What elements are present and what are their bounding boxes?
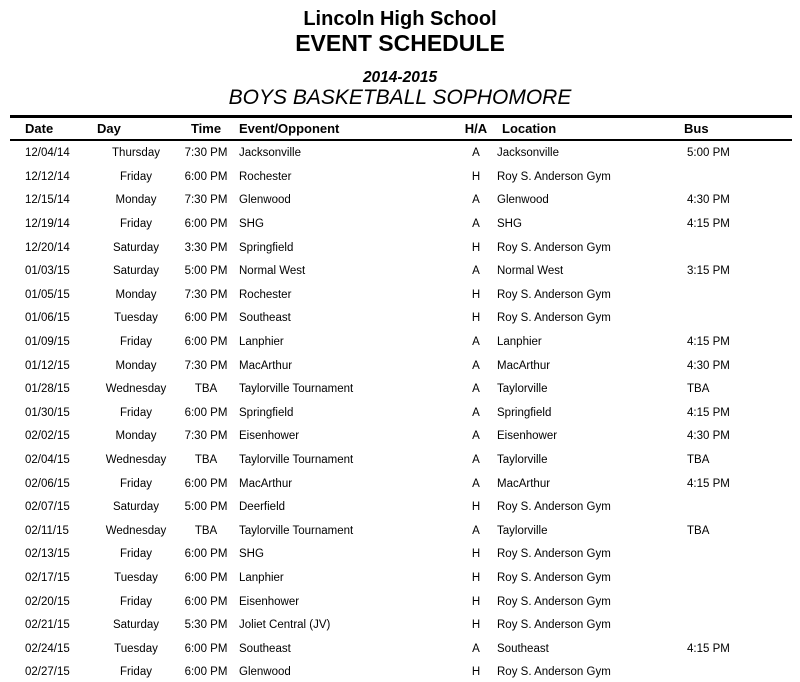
school-name: Lincoln High School: [303, 8, 497, 30]
cell-location: Roy S. Anderson Gym: [497, 501, 611, 514]
cell-event: Lanphier: [239, 571, 284, 584]
cell-date: 02/06/15: [25, 477, 70, 490]
cell-location: MacArthur: [497, 359, 551, 372]
cell-date: 12/15/14: [25, 194, 70, 207]
cell-ha: H: [471, 288, 481, 301]
column-header-event: Event/Opponent: [237, 117, 457, 141]
document-title: EVENT SCHEDULE: [295, 30, 505, 56]
cell-day: Monday: [115, 430, 157, 443]
cell-ha: A: [472, 642, 480, 655]
cell-location: Taylorville: [497, 383, 548, 396]
cell-location: Roy S. Anderson Gym: [497, 288, 611, 301]
cell-bus: 4:30 PM: [687, 359, 730, 372]
cell-bus: [682, 283, 792, 307]
cell-ha: H: [471, 619, 481, 632]
season-label: 2014-2015: [362, 69, 438, 87]
cell-event: Joliet Central (JV): [239, 619, 331, 632]
cell-bus: [682, 543, 792, 567]
cell-ha: A: [472, 265, 480, 278]
cell-time: 5:00 PM: [184, 265, 228, 278]
cell-ha: A: [472, 406, 480, 419]
schedule-table-body: [10, 140, 792, 682]
cell-day: Monday: [115, 359, 157, 372]
column-header-location: Location: [495, 117, 682, 141]
cell-date: 01/03/15: [25, 265, 70, 278]
cell-bus: 5:00 PM: [687, 147, 730, 160]
cell-event: Rochester: [239, 288, 292, 301]
cell-bus: [682, 495, 792, 519]
column-header-day: Day: [97, 117, 175, 141]
table-row: [10, 283, 792, 307]
team-label: BOYS BASKETBALL SOPHOMORE: [228, 86, 572, 110]
cell-event: Normal West: [239, 265, 306, 278]
cell-date: 02/02/15: [25, 430, 70, 443]
cell-location: Taylorville: [497, 524, 548, 537]
cell-date: 02/17/15: [25, 571, 70, 584]
table-row: [10, 354, 792, 378]
cell-bus: 4:30 PM: [687, 430, 730, 443]
cell-day: Thursday: [112, 147, 160, 160]
cell-bus: 4:15 PM: [687, 218, 730, 231]
cell-ha: A: [472, 336, 480, 349]
table-row: [10, 425, 792, 449]
cell-bus: TBA: [687, 524, 710, 537]
cell-bus: [682, 236, 792, 260]
cell-event: Taylorville Tournament: [239, 383, 354, 396]
cell-time: 6:00 PM: [184, 571, 228, 584]
cell-location: Roy S. Anderson Gym: [497, 241, 611, 254]
column-header-date: Date: [10, 117, 97, 141]
cell-location: Normal West: [497, 265, 564, 278]
cell-date: 02/07/15: [25, 501, 70, 514]
cell-ha: H: [471, 501, 481, 514]
cell-bus: [682, 165, 792, 189]
cell-location: Roy S. Anderson Gym: [497, 312, 611, 325]
cell-bus: [682, 566, 792, 590]
cell-location: Glenwood: [497, 194, 549, 207]
table-header-row: [10, 117, 792, 141]
cell-event: Deerfield: [239, 501, 286, 514]
cell-event: Southeast: [239, 312, 291, 325]
cell-time: 7:30 PM: [184, 359, 228, 372]
cell-day: Saturday: [112, 619, 160, 632]
table-row: [10, 377, 792, 401]
cell-event: Springfield: [239, 406, 294, 419]
column-header-time: Time: [175, 117, 237, 141]
cell-day: Friday: [120, 477, 152, 490]
cell-ha: A: [472, 524, 480, 537]
table-row: [10, 259, 792, 283]
cell-bus: [682, 590, 792, 614]
cell-event: Eisenhower: [239, 430, 300, 443]
cell-date: 02/13/15: [25, 548, 70, 561]
cell-time: 7:30 PM: [184, 288, 228, 301]
cell-time: 6:00 PM: [184, 312, 228, 325]
cell-location: Springfield: [497, 406, 552, 419]
cell-time: 7:30 PM: [184, 430, 228, 443]
cell-day: Wednesday: [105, 454, 167, 466]
cell-ha: H: [471, 312, 481, 325]
cell-day: Tuesday: [114, 312, 158, 325]
cell-location: Eisenhower: [497, 430, 558, 443]
cell-bus: 4:15 PM: [687, 642, 730, 655]
cell-bus: 4:15 PM: [687, 336, 730, 349]
table-row: [10, 472, 792, 496]
cell-bus: 4:15 PM: [687, 477, 730, 490]
cell-day: Saturday: [112, 241, 160, 254]
cell-time: 6:00 PM: [184, 406, 228, 419]
cell-day: Friday: [120, 666, 152, 679]
cell-time: 6:00 PM: [184, 477, 228, 490]
cell-ha: H: [471, 548, 481, 561]
cell-date: 12/04/14: [25, 147, 70, 160]
cell-ha: A: [472, 194, 480, 207]
cell-day: Friday: [120, 595, 152, 608]
cell-location: Roy S. Anderson Gym: [497, 170, 611, 183]
cell-day: Wednesday: [105, 383, 167, 396]
cell-date: 02/11/15: [25, 524, 69, 537]
cell-bus: 4:30 PM: [687, 194, 730, 207]
cell-day: Saturday: [112, 501, 160, 514]
cell-date: 01/30/15: [25, 406, 70, 419]
cell-date: 12/19/14: [25, 218, 70, 231]
cell-date: 02/21/15: [25, 619, 70, 632]
cell-date: 12/20/14: [25, 241, 70, 254]
cell-date: 02/20/15: [25, 595, 70, 608]
cell-day: Friday: [120, 336, 152, 349]
cell-time: 6:00 PM: [184, 170, 228, 183]
cell-location: Roy S. Anderson Gym: [497, 595, 611, 608]
cell-bus: TBA: [687, 454, 710, 466]
cell-event: Eisenhower: [239, 595, 300, 608]
table-row: [10, 236, 792, 260]
table-row: [10, 165, 792, 189]
document-header: [0, 0, 800, 110]
cell-day: Tuesday: [114, 571, 158, 584]
cell-location: Southeast: [497, 642, 549, 655]
table-row: [10, 543, 792, 567]
cell-ha: H: [471, 571, 481, 584]
cell-ha: A: [472, 218, 480, 231]
cell-event: Glenwood: [239, 194, 291, 207]
cell-ha: A: [472, 430, 480, 443]
cell-time: 3:30 PM: [184, 241, 228, 254]
cell-bus: [682, 307, 792, 331]
cell-day: Friday: [120, 218, 152, 231]
cell-event: Lanphier: [239, 336, 284, 349]
cell-event: Taylorville Tournament: [239, 454, 354, 466]
table-row: [10, 495, 792, 519]
cell-ha: H: [471, 666, 481, 679]
cell-time: 6:00 PM: [184, 336, 228, 349]
table-row: [10, 566, 792, 590]
cell-time: 5:00 PM: [184, 501, 228, 514]
cell-time: 6:00 PM: [184, 218, 228, 231]
cell-location: Taylorville: [497, 454, 548, 466]
cell-ha: A: [472, 477, 480, 490]
cell-event: Southeast: [239, 642, 291, 655]
cell-day: Saturday: [112, 265, 160, 278]
column-header-bus: Bus: [682, 117, 792, 141]
cell-location: Lanphier: [497, 336, 542, 349]
cell-bus: 4:15 PM: [687, 406, 730, 419]
cell-day: Wednesday: [105, 524, 167, 537]
cell-event: Springfield: [239, 241, 294, 254]
column-header-ha: H/A: [457, 117, 495, 141]
cell-location: Jacksonville: [497, 147, 559, 160]
table-row: [10, 613, 792, 637]
table-row: [10, 330, 792, 354]
cell-day: Friday: [120, 548, 152, 561]
table-row: [10, 637, 792, 661]
cell-day: Friday: [120, 406, 152, 419]
cell-time: 6:00 PM: [184, 548, 228, 561]
table-row: [10, 590, 792, 614]
cell-event: MacArthur: [239, 477, 293, 490]
cell-ha: H: [471, 170, 481, 183]
cell-bus: TBA: [687, 383, 710, 396]
cell-day: Monday: [115, 288, 157, 301]
cell-ha: A: [472, 383, 480, 396]
cell-location: Roy S. Anderson Gym: [497, 548, 611, 561]
cell-bus: [682, 661, 792, 682]
cell-time: TBA: [194, 383, 218, 396]
cell-day: Monday: [115, 194, 157, 207]
cell-location: Roy S. Anderson Gym: [497, 571, 611, 584]
cell-location: Roy S. Anderson Gym: [497, 666, 611, 679]
cell-ha: A: [472, 147, 480, 160]
table-row: [10, 661, 792, 682]
cell-event: SHG: [239, 548, 264, 561]
table-row: [10, 401, 792, 425]
cell-ha: A: [472, 454, 480, 466]
cell-bus: [682, 613, 792, 637]
table-row: [10, 448, 792, 472]
cell-ha: H: [471, 241, 481, 254]
cell-event: SHG: [239, 218, 264, 231]
cell-event: Taylorville Tournament: [239, 524, 354, 537]
cell-date: 01/28/15: [25, 383, 70, 396]
cell-event: Glenwood: [239, 666, 291, 679]
cell-location: MacArthur: [497, 477, 551, 490]
cell-location: SHG: [497, 218, 522, 231]
cell-bus: 3:15 PM: [687, 265, 730, 278]
cell-day: Tuesday: [114, 642, 158, 655]
cell-time: 6:00 PM: [184, 666, 228, 679]
table-row: [10, 212, 792, 236]
table-row: [10, 189, 792, 213]
cell-date: 01/12/15: [25, 359, 70, 372]
cell-event: Jacksonville: [239, 147, 301, 160]
cell-time: 7:30 PM: [184, 194, 228, 207]
cell-time: 6:00 PM: [184, 642, 228, 655]
cell-ha: H: [471, 595, 481, 608]
cell-time: 7:30 PM: [184, 147, 228, 160]
cell-date: 01/05/15: [25, 288, 70, 301]
cell-date: 02/24/15: [25, 642, 70, 655]
cell-time: TBA: [194, 524, 218, 537]
cell-date: 02/04/15: [25, 454, 70, 466]
cell-date: 01/06/15: [25, 312, 70, 325]
table-row: [10, 307, 792, 331]
cell-date: 12/12/14: [25, 170, 70, 183]
cell-day: Friday: [120, 170, 152, 183]
table-row: [10, 140, 792, 165]
cell-date: 01/09/15: [25, 336, 70, 349]
cell-time: 5:30 PM: [184, 619, 228, 632]
cell-time: TBA: [194, 454, 218, 466]
cell-event: Rochester: [239, 170, 292, 183]
table-row: [10, 519, 792, 543]
table-header: [10, 117, 792, 141]
cell-date: 02/27/15: [25, 666, 70, 679]
cell-time: 6:00 PM: [184, 595, 228, 608]
event-schedule-table: [10, 115, 792, 682]
cell-ha: A: [472, 359, 480, 372]
cell-event: MacArthur: [239, 359, 293, 372]
cell-location: Roy S. Anderson Gym: [497, 619, 611, 632]
